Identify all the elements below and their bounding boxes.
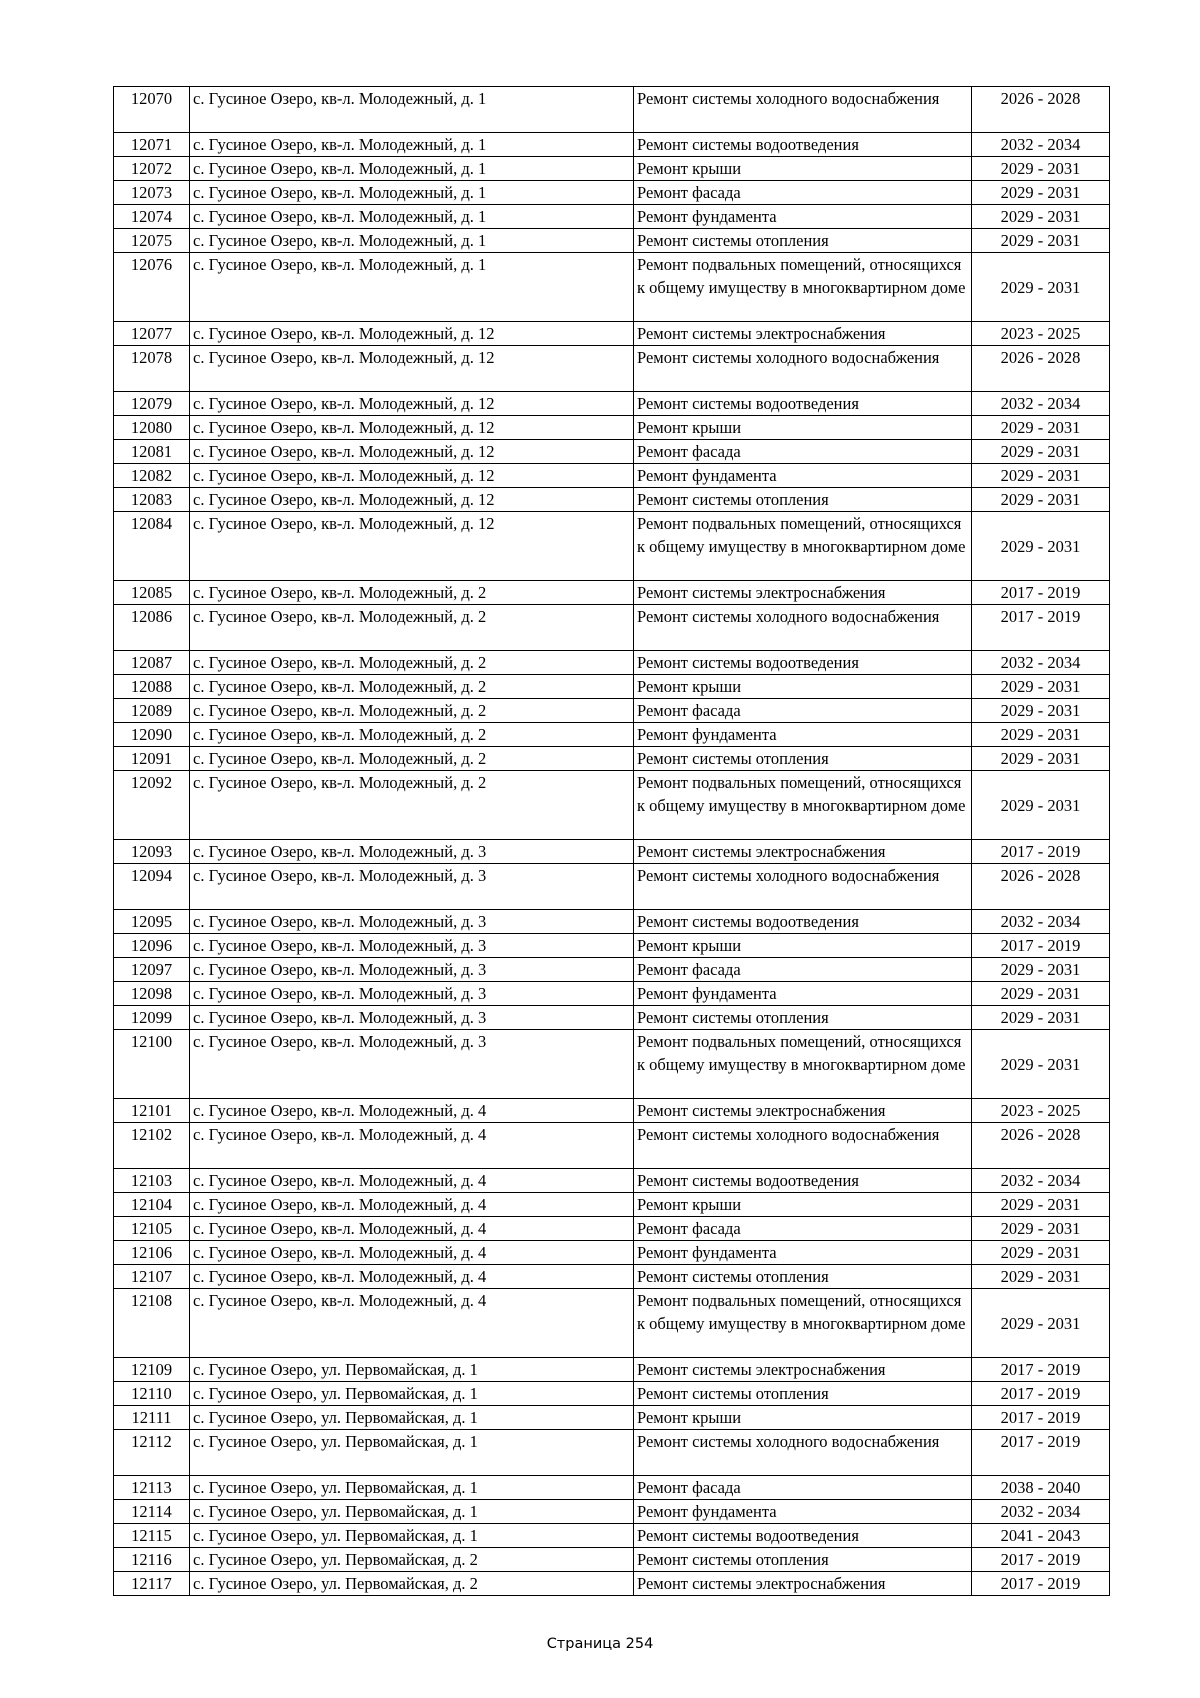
- row-id-cell: 12100: [114, 1030, 190, 1099]
- table-row: [114, 1500, 1110, 1524]
- table-row: [114, 982, 1110, 1006]
- table-row: [114, 747, 1110, 771]
- address-cell: с. Гусиное Озеро, кв-л. Молодежный, д. 1: [190, 205, 634, 229]
- work-type-cell: Ремонт системы электроснабжения: [634, 581, 972, 605]
- row-id-cell: 12106: [114, 1241, 190, 1265]
- address-cell: с. Гусиное Озеро, ул. Первомайская, д. 1: [190, 1430, 634, 1476]
- address-cell: с. Гусиное Озеро, кв-л. Молодежный, д. 4: [190, 1265, 634, 1289]
- table-row: [114, 958, 1110, 982]
- work-type-cell: Ремонт системы электроснабжения: [634, 1572, 972, 1596]
- work-type-cell: Ремонт системы отопления: [634, 229, 972, 253]
- row-id-cell: 12072: [114, 157, 190, 181]
- work-type-cell: Ремонт системы отопления: [634, 1548, 972, 1572]
- address-cell: с. Гусиное Озеро, кв-л. Молодежный, д. 12: [190, 392, 634, 416]
- row-id-cell: 12107: [114, 1265, 190, 1289]
- table-row: [114, 1265, 1110, 1289]
- row-id-cell: 12112: [114, 1430, 190, 1476]
- table-row: [114, 1241, 1110, 1265]
- work-type-cell: Ремонт системы холодного водоснабжения: [634, 346, 972, 392]
- address-cell: с. Гусиное Озеро, кв-л. Молодежный, д. 3: [190, 910, 634, 934]
- address-cell: с. Гусиное Озеро, кв-л. Молодежный, д. 12: [190, 488, 634, 512]
- period-cell: 2029 - 2031: [972, 723, 1110, 747]
- period-cell: 2029 - 2031: [972, 982, 1110, 1006]
- table-row: [114, 205, 1110, 229]
- work-type-cell: Ремонт системы отопления: [634, 1382, 972, 1406]
- row-id-cell: 12086: [114, 605, 190, 651]
- period-cell: 2029 - 2031: [972, 958, 1110, 982]
- period-cell: 2023 - 2025: [972, 1099, 1110, 1123]
- address-cell: с. Гусиное Озеро, кв-л. Молодежный, д. 12: [190, 440, 634, 464]
- row-id-cell: 12075: [114, 229, 190, 253]
- table-row: [114, 253, 1110, 322]
- row-id-cell: 12080: [114, 416, 190, 440]
- address-cell: с. Гусиное Озеро, кв-л. Молодежный, д. 1: [190, 133, 634, 157]
- period-cell: 2029 - 2031: [972, 1217, 1110, 1241]
- work-type-cell: Ремонт фасада: [634, 181, 972, 205]
- row-id-cell: 12071: [114, 133, 190, 157]
- row-id-cell: 12111: [114, 1406, 190, 1430]
- table-row: [114, 322, 1110, 346]
- address-cell: с. Гусиное Озеро, кв-л. Молодежный, д. 4: [190, 1241, 634, 1265]
- period-cell: 2041 - 2043: [972, 1524, 1110, 1548]
- period-cell: 2029 - 2031: [972, 157, 1110, 181]
- address-cell: с. Гусиное Озеро, кв-л. Молодежный, д. 3: [190, 1006, 634, 1030]
- row-id-cell: 12109: [114, 1358, 190, 1382]
- row-id-cell: 12079: [114, 392, 190, 416]
- row-id-cell: 12116: [114, 1548, 190, 1572]
- row-id-cell: 12096: [114, 934, 190, 958]
- period-cell: 2029 - 2031: [972, 464, 1110, 488]
- work-type-cell: Ремонт крыши: [634, 1193, 972, 1217]
- address-cell: с. Гусиное Озеро, кв-л. Молодежный, д. 4: [190, 1099, 634, 1123]
- row-id-cell: 12070: [114, 87, 190, 133]
- work-type-cell: Ремонт системы отопления: [634, 1006, 972, 1030]
- work-type-cell: Ремонт фундамента: [634, 205, 972, 229]
- table-row: [114, 1099, 1110, 1123]
- address-cell: с. Гусиное Озеро, кв-л. Молодежный, д. 12: [190, 322, 634, 346]
- row-id-cell: 12087: [114, 651, 190, 675]
- period-cell: 2029 - 2031: [972, 205, 1110, 229]
- work-type-cell: Ремонт фасада: [634, 1476, 972, 1500]
- period-cell: 2017 - 2019: [972, 840, 1110, 864]
- address-cell: с. Гусиное Озеро, ул. Первомайская, д. 2: [190, 1548, 634, 1572]
- page-number: Страница 254: [546, 1636, 654, 1652]
- table-row: [114, 133, 1110, 157]
- period-cell: 2029 - 2031: [972, 1241, 1110, 1265]
- table-row: [114, 181, 1110, 205]
- period-cell: 2017 - 2019: [972, 1572, 1110, 1596]
- work-type-cell: Ремонт крыши: [634, 157, 972, 181]
- work-type-cell: Ремонт системы холодного водоснабжения: [634, 87, 972, 133]
- work-type-cell: Ремонт системы водоотведения: [634, 1169, 972, 1193]
- address-cell: с. Гусиное Озеро, кв-л. Молодежный, д. 2: [190, 723, 634, 747]
- table-row: [114, 512, 1110, 581]
- table-row: [114, 1406, 1110, 1430]
- work-type-cell: Ремонт системы электроснабжения: [634, 1099, 972, 1123]
- work-type-cell: Ремонт подвальных помещений, относящихся к общему имуществу в многоквартирном доме: [634, 512, 972, 581]
- work-type-cell: Ремонт фундамента: [634, 464, 972, 488]
- period-cell: 2029 - 2031: [972, 1289, 1110, 1358]
- row-id-cell: 12077: [114, 322, 190, 346]
- address-cell: с. Гусиное Озеро, кв-л. Молодежный, д. 4: [190, 1169, 634, 1193]
- table-row: [114, 864, 1110, 910]
- work-type-cell: Ремонт системы водоотведения: [634, 133, 972, 157]
- period-cell: 2017 - 2019: [972, 581, 1110, 605]
- table-row: [114, 1006, 1110, 1030]
- period-cell: 2032 - 2034: [972, 133, 1110, 157]
- period-cell: 2029 - 2031: [972, 416, 1110, 440]
- period-cell: 2029 - 2031: [972, 1030, 1110, 1099]
- address-cell: с. Гусиное Озеро, кв-л. Молодежный, д. 3: [190, 840, 634, 864]
- address-cell: с. Гусиное Озеро, ул. Первомайская, д. 1: [190, 1358, 634, 1382]
- table-row: [114, 840, 1110, 864]
- row-id-cell: 12076: [114, 253, 190, 322]
- period-cell: 2029 - 2031: [972, 1265, 1110, 1289]
- work-type-cell: Ремонт фасада: [634, 440, 972, 464]
- table-row: [114, 699, 1110, 723]
- work-type-cell: Ремонт системы холодного водоснабжения: [634, 1123, 972, 1169]
- table-row: [114, 1123, 1110, 1169]
- table-row: [114, 488, 1110, 512]
- row-id-cell: 12110: [114, 1382, 190, 1406]
- row-id-cell: 12078: [114, 346, 190, 392]
- row-id-cell: 12093: [114, 840, 190, 864]
- address-cell: с. Гусиное Озеро, кв-л. Молодежный, д. 1: [190, 253, 634, 322]
- address-cell: с. Гусиное Озеро, кв-л. Молодежный, д. 1: [190, 157, 634, 181]
- table-row: [114, 229, 1110, 253]
- address-cell: с. Гусиное Озеро, ул. Первомайская, д. 1: [190, 1406, 634, 1430]
- table-row: [114, 1030, 1110, 1099]
- row-id-cell: 12114: [114, 1500, 190, 1524]
- work-type-cell: Ремонт системы электроснабжения: [634, 840, 972, 864]
- row-id-cell: 12090: [114, 723, 190, 747]
- period-cell: 2017 - 2019: [972, 605, 1110, 651]
- work-type-cell: Ремонт системы электроснабжения: [634, 1358, 972, 1382]
- work-type-cell: Ремонт системы отопления: [634, 1265, 972, 1289]
- table-row: [114, 1169, 1110, 1193]
- period-cell: 2029 - 2031: [972, 440, 1110, 464]
- address-cell: с. Гусиное Озеро, кв-л. Молодежный, д. 4: [190, 1193, 634, 1217]
- period-cell: 2026 - 2028: [972, 346, 1110, 392]
- row-id-cell: 12113: [114, 1476, 190, 1500]
- row-id-cell: 12081: [114, 440, 190, 464]
- address-cell: с. Гусиное Озеро, кв-л. Молодежный, д. 3: [190, 982, 634, 1006]
- work-type-cell: Ремонт фасада: [634, 699, 972, 723]
- row-id-cell: 12092: [114, 771, 190, 840]
- row-id-cell: 12102: [114, 1123, 190, 1169]
- work-type-cell: Ремонт подвальных помещений, относящихся к общему имуществу в многоквартирном доме: [634, 253, 972, 322]
- period-cell: 2017 - 2019: [972, 1358, 1110, 1382]
- period-cell: 2032 - 2034: [972, 1500, 1110, 1524]
- row-id-cell: 12105: [114, 1217, 190, 1241]
- address-cell: с. Гусиное Озеро, кв-л. Молодежный, д. 4: [190, 1217, 634, 1241]
- work-type-cell: Ремонт системы водоотведения: [634, 1524, 972, 1548]
- row-id-cell: 12082: [114, 464, 190, 488]
- work-type-cell: Ремонт подвальных помещений, относящихся к общему имуществу в многоквартирном доме: [634, 771, 972, 840]
- address-cell: с. Гусиное Озеро, кв-л. Молодежный, д. 2: [190, 771, 634, 840]
- address-cell: с. Гусиное Озеро, кв-л. Молодежный, д. 3: [190, 864, 634, 910]
- work-type-cell: Ремонт фундамента: [634, 1500, 972, 1524]
- address-cell: с. Гусиное Озеро, кв-л. Молодежный, д. 12: [190, 512, 634, 581]
- row-id-cell: 12108: [114, 1289, 190, 1358]
- works-table: [113, 86, 1110, 1596]
- address-cell: с. Гусиное Озеро, кв-л. Молодежный, д. 12: [190, 464, 634, 488]
- period-cell: 2029 - 2031: [972, 771, 1110, 840]
- work-type-cell: Ремонт фундамента: [634, 982, 972, 1006]
- row-id-cell: 12089: [114, 699, 190, 723]
- row-id-cell: 12084: [114, 512, 190, 581]
- period-cell: 2029 - 2031: [972, 253, 1110, 322]
- period-cell: 2029 - 2031: [972, 488, 1110, 512]
- period-cell: 2017 - 2019: [972, 934, 1110, 958]
- address-cell: с. Гусиное Озеро, ул. Первомайская, д. 2: [190, 1572, 634, 1596]
- address-cell: с. Гусиное Озеро, кв-л. Молодежный, д. 2: [190, 651, 634, 675]
- address-cell: с. Гусиное Озеро, кв-л. Молодежный, д. 3: [190, 934, 634, 958]
- table-row: [114, 440, 1110, 464]
- address-cell: с. Гусиное Озеро, кв-л. Молодежный, д. 1: [190, 229, 634, 253]
- table-row: [114, 1548, 1110, 1572]
- address-cell: с. Гусиное Озеро, кв-л. Молодежный, д. 4: [190, 1123, 634, 1169]
- period-cell: 2029 - 2031: [972, 1006, 1110, 1030]
- work-type-cell: Ремонт крыши: [634, 934, 972, 958]
- address-cell: с. Гусиное Озеро, кв-л. Молодежный, д. 3: [190, 958, 634, 982]
- work-type-cell: Ремонт системы отопления: [634, 747, 972, 771]
- table-row: [114, 346, 1110, 392]
- address-cell: с. Гусиное Озеро, кв-л. Молодежный, д. 4: [190, 1289, 634, 1358]
- period-cell: 2029 - 2031: [972, 229, 1110, 253]
- row-id-cell: 12104: [114, 1193, 190, 1217]
- row-id-cell: 12097: [114, 958, 190, 982]
- row-id-cell: 12101: [114, 1099, 190, 1123]
- row-id-cell: 12115: [114, 1524, 190, 1548]
- address-cell: с. Гусиное Озеро, кв-л. Молодежный, д. 3: [190, 1030, 634, 1099]
- table-row: [114, 1476, 1110, 1500]
- period-cell: 2038 - 2040: [972, 1476, 1110, 1500]
- work-type-cell: Ремонт системы отопления: [634, 488, 972, 512]
- row-id-cell: 12073: [114, 181, 190, 205]
- work-type-cell: Ремонт фасада: [634, 958, 972, 982]
- period-cell: 2017 - 2019: [972, 1548, 1110, 1572]
- row-id-cell: 12074: [114, 205, 190, 229]
- row-id-cell: 12094: [114, 864, 190, 910]
- period-cell: 2017 - 2019: [972, 1406, 1110, 1430]
- row-id-cell: 12103: [114, 1169, 190, 1193]
- table-row: [114, 1524, 1110, 1548]
- row-id-cell: 12083: [114, 488, 190, 512]
- table-row: [114, 1572, 1110, 1596]
- address-cell: с. Гусиное Озеро, кв-л. Молодежный, д. 2: [190, 605, 634, 651]
- table-row: [114, 1217, 1110, 1241]
- period-cell: 2032 - 2034: [972, 392, 1110, 416]
- period-cell: 2017 - 2019: [972, 1382, 1110, 1406]
- period-cell: 2029 - 2031: [972, 512, 1110, 581]
- address-cell: с. Гусиное Озеро, кв-л. Молодежный, д. 12: [190, 416, 634, 440]
- row-id-cell: 12099: [114, 1006, 190, 1030]
- row-id-cell: 12095: [114, 910, 190, 934]
- row-id-cell: 12117: [114, 1572, 190, 1596]
- work-type-cell: Ремонт крыши: [634, 416, 972, 440]
- table-row: [114, 934, 1110, 958]
- work-type-cell: Ремонт подвальных помещений, относящихся к общему имуществу в многоквартирном доме: [634, 1030, 972, 1099]
- work-type-cell: Ремонт системы водоотведения: [634, 910, 972, 934]
- address-cell: с. Гусиное Озеро, ул. Первомайская, д. 1: [190, 1500, 634, 1524]
- work-type-cell: Ремонт фундамента: [634, 1241, 972, 1265]
- period-cell: 2029 - 2031: [972, 699, 1110, 723]
- table-row: [114, 392, 1110, 416]
- address-cell: с. Гусиное Озеро, кв-л. Молодежный, д. 2: [190, 747, 634, 771]
- period-cell: 2029 - 2031: [972, 181, 1110, 205]
- table-row: [114, 157, 1110, 181]
- table-row: [114, 723, 1110, 747]
- address-cell: с. Гусиное Озеро, ул. Первомайская, д. 1: [190, 1476, 634, 1500]
- work-type-cell: Ремонт крыши: [634, 1406, 972, 1430]
- period-cell: 2029 - 2031: [972, 675, 1110, 699]
- period-cell: 2026 - 2028: [972, 1123, 1110, 1169]
- work-type-cell: Ремонт системы водоотведения: [634, 392, 972, 416]
- period-cell: 2026 - 2028: [972, 864, 1110, 910]
- table-row: [114, 605, 1110, 651]
- address-cell: с. Гусиное Озеро, кв-л. Молодежный, д. 1: [190, 181, 634, 205]
- works-table-body: [114, 87, 1110, 1596]
- work-type-cell: Ремонт фундамента: [634, 723, 972, 747]
- table-row: [114, 1193, 1110, 1217]
- table-row: [114, 1430, 1110, 1476]
- table-row: [114, 1289, 1110, 1358]
- address-cell: с. Гусиное Озеро, ул. Первомайская, д. 1: [190, 1524, 634, 1548]
- table-row: [114, 651, 1110, 675]
- work-type-cell: Ремонт крыши: [634, 675, 972, 699]
- row-id-cell: 12085: [114, 581, 190, 605]
- row-id-cell: 12088: [114, 675, 190, 699]
- period-cell: 2023 - 2025: [972, 322, 1110, 346]
- table-row: [114, 1382, 1110, 1406]
- work-type-cell: Ремонт подвальных помещений, относящихся к общему имуществу в многоквартирном доме: [634, 1289, 972, 1358]
- address-cell: с. Гусиное Озеро, ул. Первомайская, д. 1: [190, 1382, 634, 1406]
- address-cell: с. Гусиное Озеро, кв-л. Молодежный, д. 12: [190, 346, 634, 392]
- period-cell: 2029 - 2031: [972, 1193, 1110, 1217]
- row-id-cell: 12098: [114, 982, 190, 1006]
- work-type-cell: Ремонт системы холодного водоснабжения: [634, 605, 972, 651]
- work-type-cell: Ремонт системы водоотведения: [634, 651, 972, 675]
- table-row: [114, 1358, 1110, 1382]
- table-row: [114, 416, 1110, 440]
- period-cell: 2017 - 2019: [972, 1430, 1110, 1476]
- work-type-cell: Ремонт фасада: [634, 1217, 972, 1241]
- period-cell: 2029 - 2031: [972, 747, 1110, 771]
- work-type-cell: Ремонт системы холодного водоснабжения: [634, 1430, 972, 1476]
- period-cell: 2032 - 2034: [972, 910, 1110, 934]
- work-type-cell: Ремонт системы холодного водоснабжения: [634, 864, 972, 910]
- address-cell: с. Гусиное Озеро, кв-л. Молодежный, д. 1: [190, 87, 634, 133]
- address-cell: с. Гусиное Озеро, кв-л. Молодежный, д. 2: [190, 581, 634, 605]
- table-row: [114, 464, 1110, 488]
- row-id-cell: 12091: [114, 747, 190, 771]
- table-row: [114, 771, 1110, 840]
- period-cell: 2032 - 2034: [972, 651, 1110, 675]
- table-row: [114, 910, 1110, 934]
- period-cell: 2032 - 2034: [972, 1169, 1110, 1193]
- table-row: [114, 675, 1110, 699]
- address-cell: с. Гусиное Озеро, кв-л. Молодежный, д. 2: [190, 699, 634, 723]
- address-cell: с. Гусиное Озеро, кв-л. Молодежный, д. 2: [190, 675, 634, 699]
- table-row: [114, 581, 1110, 605]
- table-row: [114, 87, 1110, 133]
- period-cell: 2026 - 2028: [972, 87, 1110, 133]
- work-type-cell: Ремонт системы электроснабжения: [634, 322, 972, 346]
